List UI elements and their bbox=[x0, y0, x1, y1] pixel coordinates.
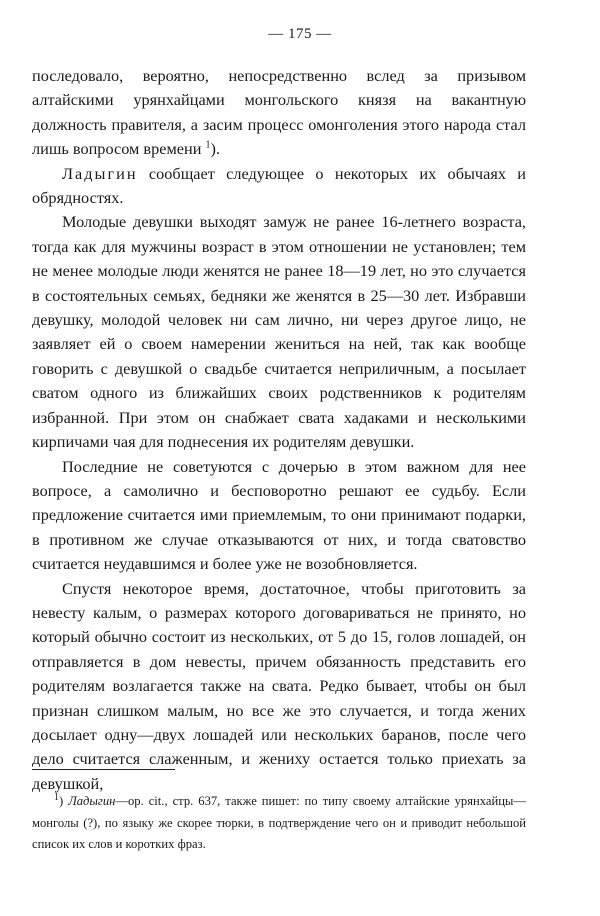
footnote-text: —op. cit., стр. 637, также пишет: по типу своему алтайские урянхайцы—монголы (?), по языку же скорее тюрки, в подтверждение чего он и приводит небольшой список их слов и коротких фраз. bbox=[32, 794, 526, 851]
main-text bbox=[32, 64, 526, 796]
footnote-paragraph bbox=[32, 791, 526, 856]
footnote-author: Ладыгин bbox=[68, 794, 116, 808]
paragraph-continuation bbox=[32, 64, 526, 162]
paragraph-text: сообщает следующее о некоторых их обычаях и обрядностях. bbox=[32, 163, 526, 208]
paragraph bbox=[32, 162, 526, 211]
paragraph-end: ). bbox=[210, 139, 221, 159]
paragraph: Последние не советуются с дочерью в этом важном для нее вопросе, а самолично и бесповоротно решают ее судьбу. Если предложение считается ими приемлемым, то они принимают подарки, в противном же случае отказываются от них, и тогда сватовство считается неудавшимся и более уже не возобновляется. bbox=[32, 456, 526, 574]
footnote-marker-close: ) bbox=[59, 794, 64, 808]
footnote-reference[interactable]: 1 bbox=[205, 139, 211, 151]
paragraph-text: последовало, вероятно, непосредственно вслед за призывом алтайскими урянхайцами монгольского князя на вакантную должность правителя, а засим процесс омонголения этого народа стал лишь вопросом времени bbox=[32, 66, 526, 159]
footnote-marker: 1 bbox=[54, 791, 59, 803]
footnote bbox=[32, 791, 526, 856]
paragraph: Молодые девушки выходят замуж не ранее 16-летнего возраста, тогда как для мужчины возраст в этом отношении не установлен; тем не менее молодые люди женятся не ранее 18—19 лет, но это случается в состоятельных семьях, бедняки же женятся в 25—30 лет. Избравши девушку, молодой человек ни сам лично, ни через другое лицо, не заявляет ей о своем намерении жениться на ней, так как вообще говорить с девушкой о свадьбе считается неприличным, а посылает сватом одного из ближайших своих родственников к родителям избранной. При этом он снабжает свата хадаками и несколькими кирпичами чая для поднесения их родителям девушки. bbox=[32, 212, 526, 452]
page-number: — 175 — bbox=[268, 26, 332, 42]
footnote-divider bbox=[32, 769, 175, 770]
author-name: Ладыгин bbox=[62, 163, 138, 183]
paragraph: Спустя некоторое время, достаточное, чтобы приготовить за невесту калым, о размерах которого договариваться не принято, но который обычно состоит из нескольких, от 5 до 15, голов лошадей, он отправляется в дом невесты, причем обязанность представить его родителям возлагается также на свата. Редко бывает, чтобы он был признан слишком малым, но все же это случается, и тогда жених досылает одну—двух лошадей или нескольких баранов, после чего дело считается слаженным, и жениху остается только приехать за девушкой, bbox=[32, 578, 526, 793]
